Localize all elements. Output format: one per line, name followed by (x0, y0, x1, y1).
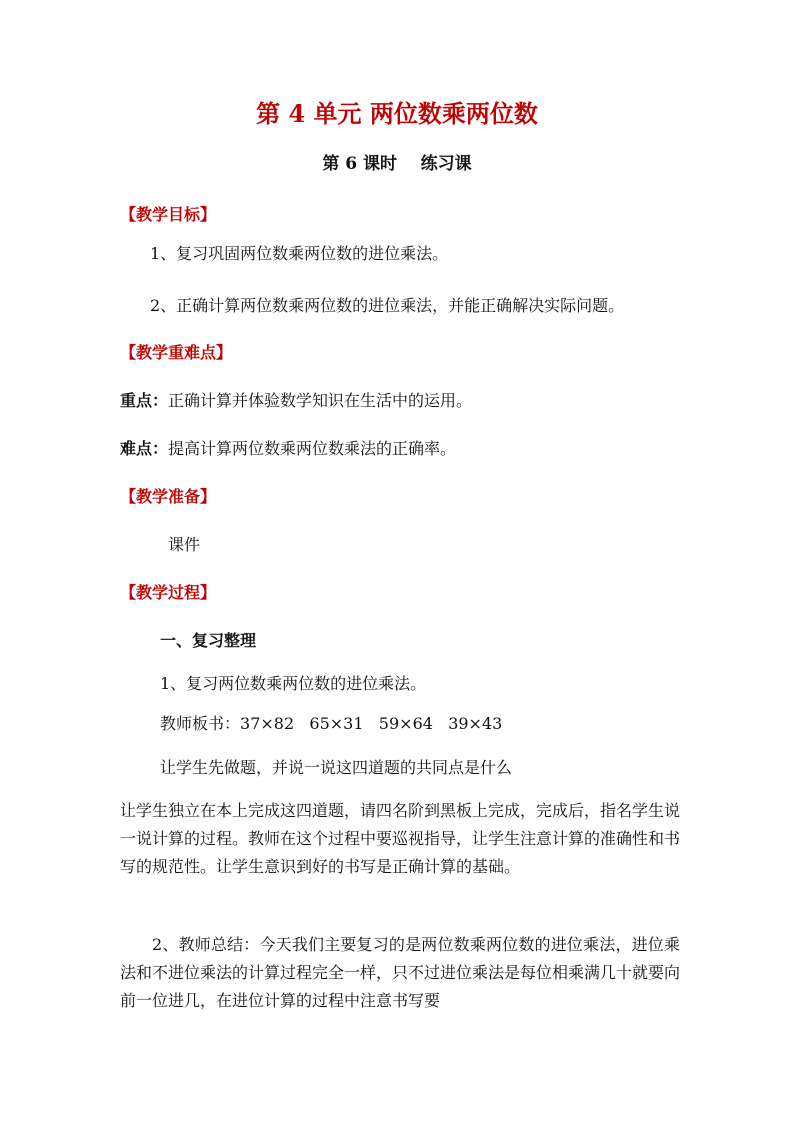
key-point-row (120, 388, 472, 414)
board-problem: 59×64 (378, 714, 433, 733)
objective-item: 2、正确计算两位数乘两位数的进位乘法，并能正确解决实际问题。 (150, 296, 625, 315)
instruction-text: 让学生先做题，并说一说这四道题的共同点是什么 (160, 758, 513, 777)
difficulty-row (120, 436, 456, 462)
process-heading: 【教学过程】 (120, 583, 217, 602)
board-problem: 65×31 (309, 714, 364, 733)
board-problem: 39×43 (448, 714, 503, 733)
difficulty-text: 提高计算两位数乘两位数乘法的正确率。 (168, 439, 457, 458)
key-point-text: 正确计算并体验数学知识在生活中的运用。 (168, 391, 473, 410)
board-row (160, 711, 502, 737)
step1-title: 一、复习整理 (160, 631, 257, 650)
preparation-heading: 【教学准备】 (120, 487, 217, 506)
board-label: 教师板书： (160, 714, 241, 733)
summary-paragraph: 2、教师总结：今天我们主要复习的是两位数乘两位数的进位乘法，进位乘法和不进位乘法的计算过程完全一样，只不过进位乘法是每位相乘满几十就要向前一位进几，在进位计算的过程中注意书写要 (120, 935, 681, 1010)
document-subtitle: 第 6 课时 练习课 (322, 154, 472, 174)
process-paragraph: 让学生独立在本上完成这四道题，请四名阶到黑板上完成，完成后，指名学生说一说计算的过程。教师在这个过程中要巡视指导，让学生注意计算的准确性和书写的规范性。让学生意识到好的书写是正确计算的基础。 (120, 801, 681, 876)
objective-item: 1、复习巩固两位数乘两位数的进位乘法。 (150, 244, 449, 263)
key-point-label: 重点： (120, 391, 169, 410)
difficulty-label: 难点： (120, 439, 169, 458)
document-title: 第 4 单元 两位数乘两位数 (256, 99, 538, 128)
preparation-text: 课件 (168, 535, 201, 554)
objectives-heading: 【教学目标】 (120, 205, 217, 224)
board-problem: 37×82 (240, 714, 295, 733)
key-points-heading: 【教学重难点】 (120, 343, 233, 362)
step1-item: 1、复习两位数乘两位数的进位乘法。 (160, 674, 427, 693)
